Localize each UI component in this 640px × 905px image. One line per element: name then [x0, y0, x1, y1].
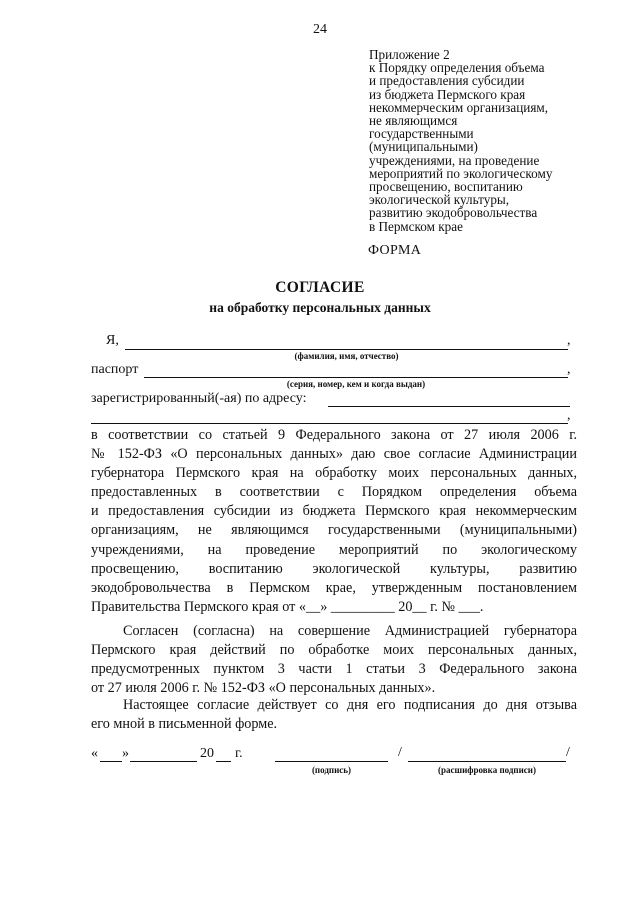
document-subtitle: на обработку персональных данных: [209, 300, 431, 315]
appendix-line: в Пермском крае: [369, 218, 463, 234]
appendix-line: не являющимся: [369, 113, 458, 129]
paragraph-line: предусмотренных пунктом 3 части 1 статьи 3 Федерального закона: [91, 661, 577, 678]
appendix-header: [369, 48, 599, 233]
date-month-field[interactable]: [130, 761, 197, 762]
paragraph-line: предоставленных в соответствии с Порядком определения объема: [91, 484, 577, 501]
appendix-line: из бюджета Пермского края: [369, 86, 526, 102]
appendix-line: (муниципальными): [369, 139, 478, 155]
appendix-line: Приложение 2: [369, 47, 450, 62]
paragraph-line: его мной в письменной форме.: [91, 716, 278, 733]
appendix-line: к Порядку определения объема: [369, 60, 545, 76]
passport-hint: (серия, номер, кем и когда выдан): [286, 379, 426, 389]
paragraph-line: Пермского края действий по обработке моих персональных данных,: [91, 642, 577, 659]
paragraph-line: Настоящее согласие действует со дня его подписания до дня отзыва: [123, 697, 577, 713]
paragraph-line: № 152-ФЗ «О персональных данных» даю свое согласие Администрации: [91, 446, 577, 463]
address-comma: ,: [567, 408, 571, 423]
appendix-line: просвещению, воспитанию: [369, 179, 523, 195]
paragraph-line: и предоставления субсидии из бюджета Пермского края некоммерческим: [91, 503, 577, 520]
paragraph-line: учреждениями, на проведение мероприятий по экологическому: [91, 541, 577, 558]
name-comma: ,: [567, 333, 571, 348]
consent-paragraph-2: [91, 622, 577, 698]
slash-right: /: [566, 745, 570, 760]
address-field-line-1[interactable]: [328, 406, 570, 407]
date-close-quote: »: [122, 746, 129, 761]
appendix-line: развитию экодобровольчества: [369, 205, 538, 221]
date-year-field[interactable]: [216, 761, 231, 762]
paragraph-line: губернатора Пермского края на обработку моих персональных данных,: [91, 465, 577, 482]
date-year-prefix: 20: [200, 746, 214, 761]
appendix-line: и предоставления субсидии: [369, 73, 525, 89]
signature-field[interactable]: [275, 761, 388, 762]
passport-comma: ,: [567, 362, 571, 377]
passport-field-line[interactable]: [144, 377, 568, 378]
address-label: зарегистрированный(-ая) по адресу:: [91, 391, 307, 406]
signature-decoding-field[interactable]: [408, 761, 566, 762]
signature-decoding-hint: (расшифровка подписи): [438, 765, 536, 775]
passport-label: паспорт: [91, 362, 139, 377]
form-label: ФОРМА: [368, 243, 422, 258]
appendix-line: государственными: [369, 126, 474, 142]
name-prefix: Я,: [106, 333, 119, 348]
appendix-line: учреждениями, на проведение: [369, 152, 540, 168]
name-hint: (фамилия, имя, отчество): [294, 351, 399, 361]
paragraph-line: экодобровольчества в Пермском крае, утвержденным постановлением: [91, 579, 577, 596]
address-field-line-2[interactable]: [91, 423, 568, 424]
date-year-suffix: г.: [235, 746, 243, 761]
paragraph-line: Правительства Пермского края от «__» _________ 20__ г. № ___.: [91, 598, 484, 615]
consent-paragraph-3: [91, 696, 577, 734]
name-field-line[interactable]: [125, 349, 568, 350]
paragraph-line: Согласен (согласна) на совершение Администрацией губернатора: [123, 623, 577, 639]
document-title: СОГЛАСИЕ: [275, 279, 365, 296]
slash-left: /: [398, 745, 402, 760]
date-day-field[interactable]: [100, 761, 122, 762]
paragraph-line: организациям, не являющимся государственными (муниципальными): [91, 522, 577, 539]
appendix-line: некоммерческим организациям,: [369, 99, 549, 115]
paragraph-line: от 27 июля 2006 г. № 152-ФЗ «О персональных данных».: [91, 680, 436, 697]
appendix-line: экологической культуры,: [369, 192, 510, 208]
paragraph-line: в соответствии со статьей 9 Федерального закона от 27 июля 2006 г.: [91, 427, 577, 443]
date-open-quote: «: [91, 746, 98, 761]
consent-paragraph-1: [91, 426, 577, 617]
page-number: 24: [313, 22, 327, 37]
paragraph-line: просвещению, воспитанию экологической культуры, развитию: [91, 560, 577, 577]
appendix-line: мероприятий по экологическому: [369, 165, 553, 181]
signature-hint: (подпись): [311, 765, 352, 775]
